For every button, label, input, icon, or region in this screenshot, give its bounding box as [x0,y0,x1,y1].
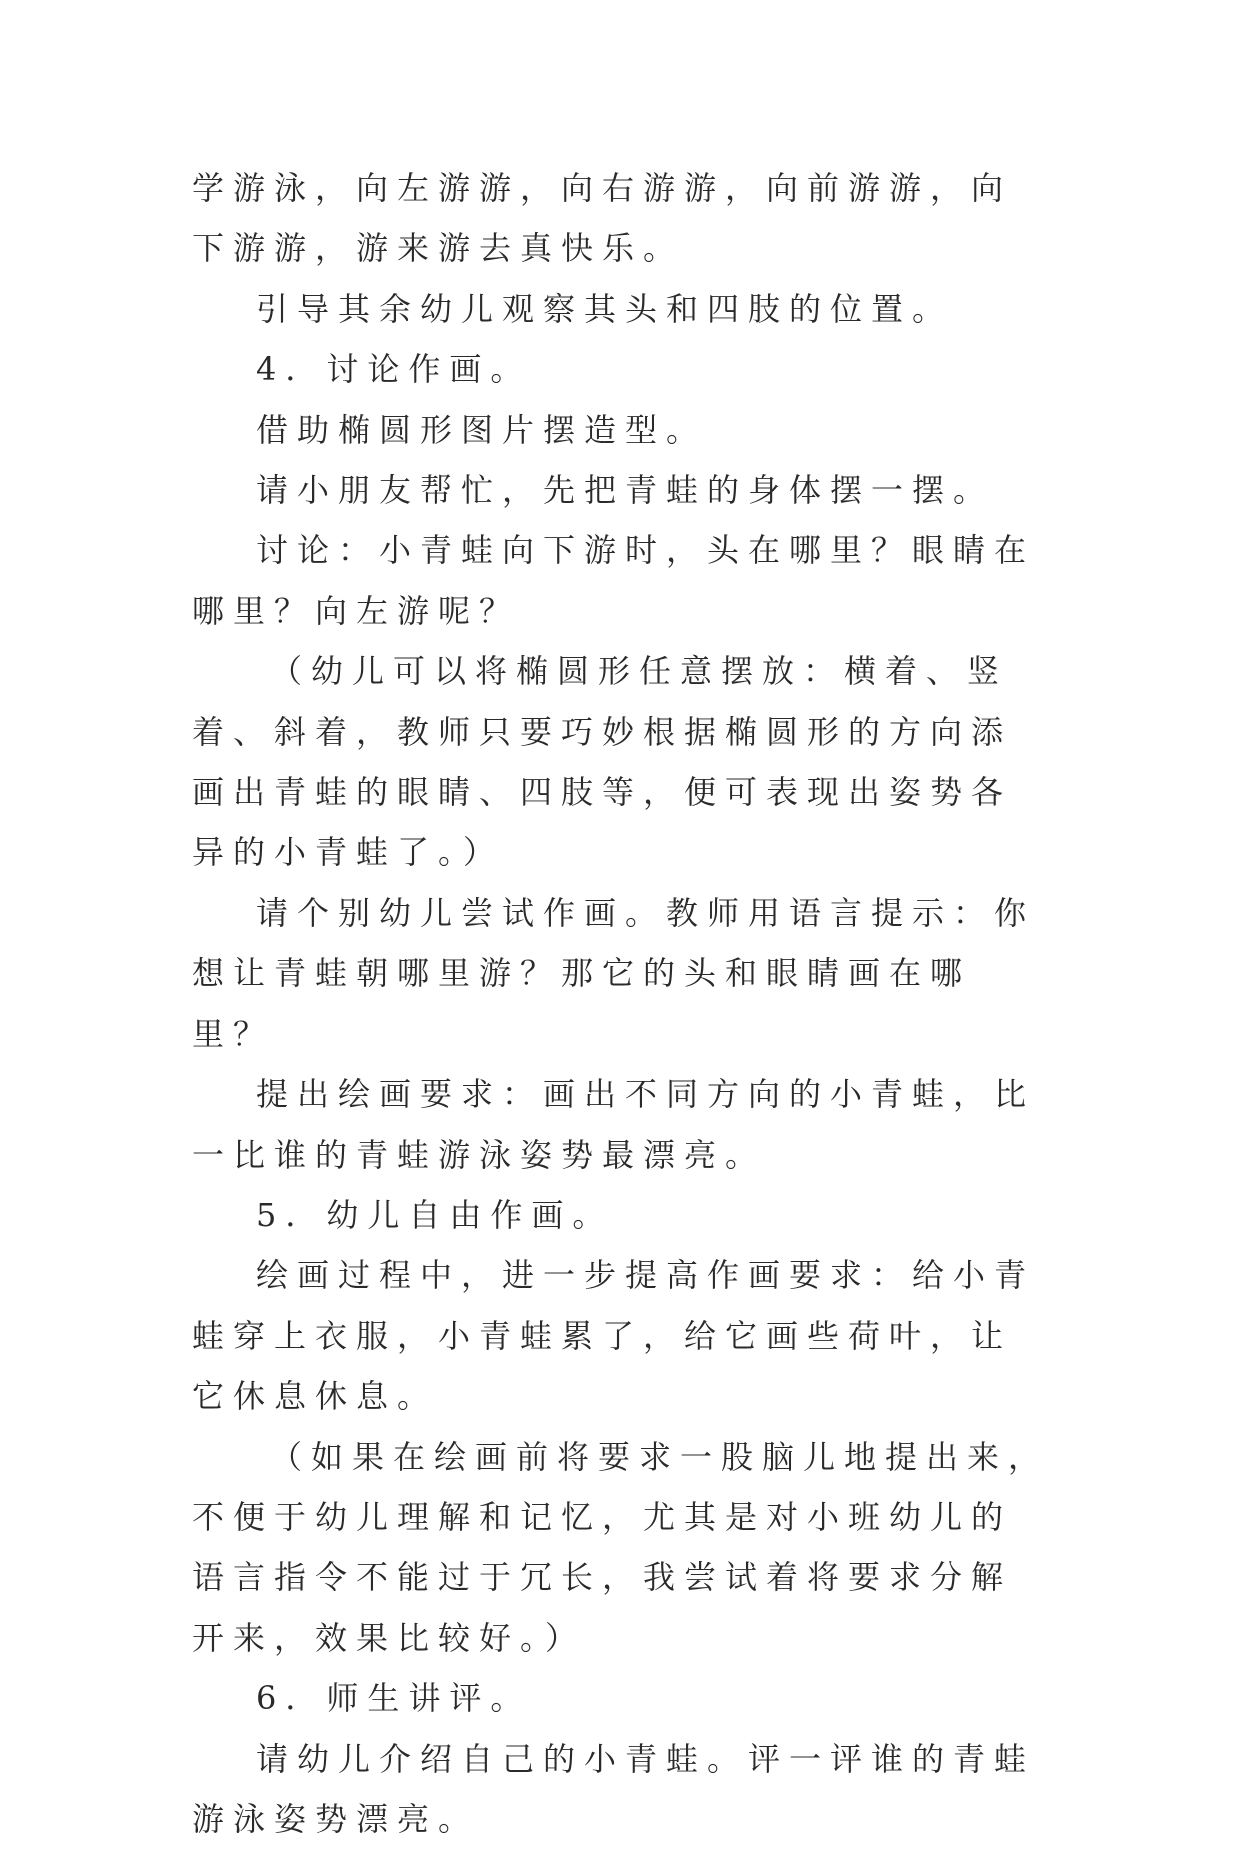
paragraph: 请幼儿介绍自己的小青蛙。评一评谁的青蛙游泳姿势漂亮。 [192,1739,1036,1838]
paragraph-note: （幼儿可以将椭圆形任意摆放：横着、竖着、斜着，教师只要巧妙根据椭圆形的方向添画出青蛙的眼睛、四肢等，便可表现出姿势各异的小青蛙了。） [192,652,1013,872]
paragraph: 绘画过程中，进一步提高作画要求：给小青蛙穿上衣服，小青蛙累了，给它画些荷叶，让它休息休息。 [192,1256,1036,1416]
section-heading: 6．师生讲评。 [256,1679,532,1718]
paragraph: 讨论：小青蛙向下游时，头在哪里？眼睛在哪里？向左游呢？ [192,531,1036,630]
section-heading: 5．幼儿自由作画。 [256,1195,614,1234]
paragraph: 提出绘画要求：画出不同方向的小青蛙，比一比谁的青蛙游泳姿势最漂亮。 [192,1075,1036,1174]
paragraph: 引导其余幼儿观察其头和四肢的位置。 [256,289,954,328]
section-heading: 4．讨论作画。 [256,350,532,389]
paragraph: 请个别幼儿尝试作画。教师用语言提示：你想让青蛙朝哪里游？那它的头和眼睛画在哪里？ [192,893,1036,1053]
document-body [192,158,1052,1849]
paragraph: 借助椭圆形图片摆造型。 [256,410,708,449]
paragraph-continuation: 学游泳，向左游游，向右游游，向前游游，向下游游，游来游去真快乐。 [192,169,1013,268]
paragraph: 请小朋友帮忙，先把青蛙的身体摆一摆。 [256,471,995,510]
paragraph-note: （如果在绘画前将要求一股脑儿地提出来，不便于幼儿理解和记忆，尤其是对小班幼儿的语言指令不能过于冗长，我尝试着将要求分解开来，效果比较好。） [192,1437,1050,1657]
